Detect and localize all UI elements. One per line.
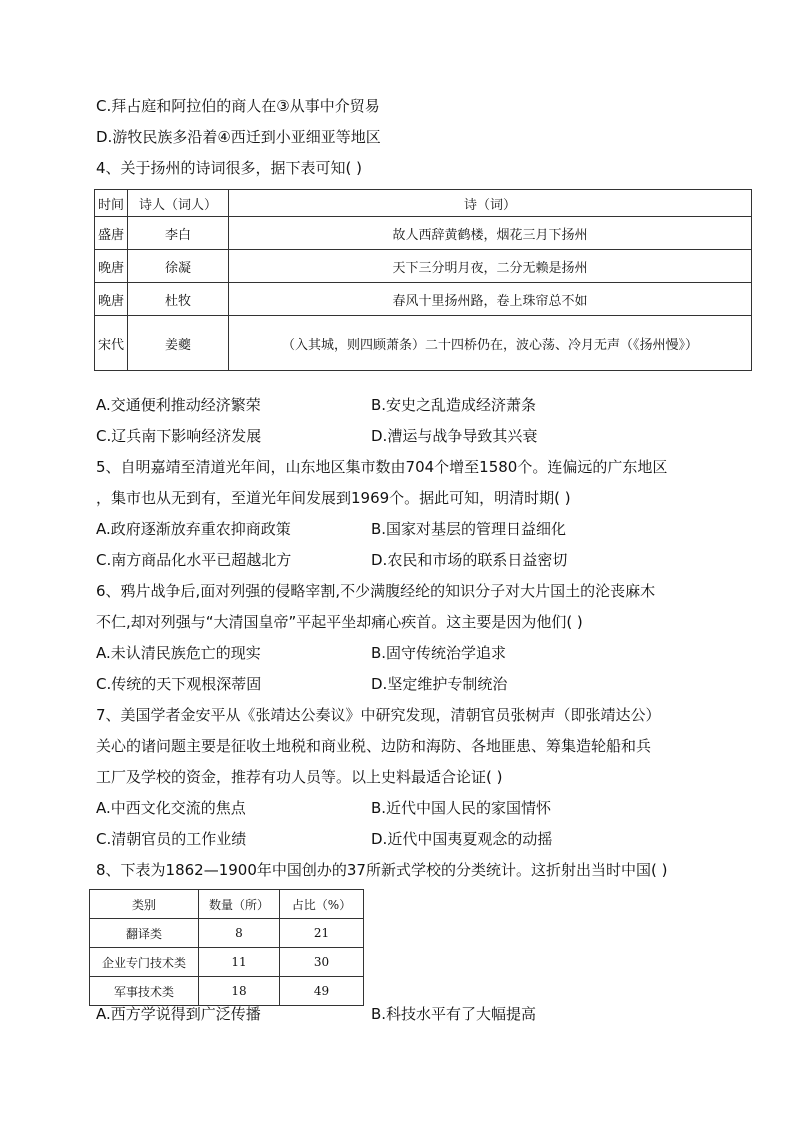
q5-option-b: B.国家对基层的管理日益细化: [371, 520, 567, 538]
q3-option-d: D.游牧民族多沿着④西迁到小亚细亚等地区: [96, 128, 381, 146]
table-row: [90, 948, 364, 977]
table-cell: 8: [199, 919, 280, 948]
school-table: [89, 889, 364, 1006]
table-header-row: [95, 190, 752, 217]
table-cell: （入其城，则四顾萧条）二十四桥仍在，波心荡、冷月无声（《扬州慢》）: [229, 316, 752, 371]
table-cell: 李白: [128, 217, 229, 250]
table-cell: 盛唐: [95, 217, 128, 250]
q7-stem-line-1: 7、美国学者金安平从《张靖达公奏议》中研究发现，清朝官员张树声（即张靖达公）: [96, 706, 661, 724]
q4-option-b: B.安史之乱造成经济萧条: [371, 396, 537, 414]
table-cell: 21: [280, 919, 364, 948]
q4-option-c: C.辽兵南下影响经济发展: [96, 427, 262, 445]
table-cell: 杜牧: [128, 283, 229, 316]
table-row: [90, 977, 364, 1006]
table-header-row: [90, 890, 364, 919]
header-cell: 占比（%）: [280, 890, 364, 919]
table-row: [95, 250, 752, 283]
table-row: [95, 283, 752, 316]
table-cell: 18: [199, 977, 280, 1006]
header-cell: 诗（词）: [229, 190, 752, 217]
q7-stem-line-2: 关心的诸问题主要是征收土地税和商业税、边防和海防、各地匪患、筹集造轮船和兵: [96, 737, 652, 755]
q4-option-a: A.交通便利推动经济繁荣: [96, 396, 261, 414]
table-cell: 徐凝: [128, 250, 229, 283]
table-cell: 春风十里扬州路，卷上珠帘总不如: [229, 283, 752, 316]
q8-option-a: A.西方学说得到广泛传播: [96, 1005, 261, 1023]
q7-option-a: A.中西文化交流的焦点: [96, 799, 246, 817]
q6-option-d: D.坚定维护专制统治: [371, 675, 508, 693]
table-cell: 天下三分明月夜，二分无赖是扬州: [229, 250, 752, 283]
header-cell: 数量（所）: [199, 890, 280, 919]
q7-option-d: D.近代中国夷夏观念的动摇: [371, 830, 553, 848]
q3-option-c: C.拜占庭和阿拉伯的商人在③从事中介贸易: [96, 97, 380, 115]
table-cell: 晚唐: [95, 283, 128, 316]
header-cell: 诗人（词人）: [128, 190, 229, 217]
table-cell: 晚唐: [95, 250, 128, 283]
q5-stem-line-2: ，集市也从无到有，至道光年间发展到1969个。据此可知，明清时期( ): [96, 489, 571, 507]
q7-stem-line-3: 工厂及学校的资金，推荐有功人员等。以上史料最适合论证( ): [96, 768, 503, 786]
q5-option-d: D.农民和市场的联系日益密切: [371, 551, 568, 569]
table-cell: 11: [199, 948, 280, 977]
table-row: [90, 919, 364, 948]
table-cell: 姜夔: [128, 316, 229, 371]
q5-option-a: A.政府逐渐放弃重农抑商政策: [96, 520, 291, 538]
table-row: [95, 217, 752, 250]
header-cell: 类别: [90, 890, 199, 919]
q6-stem-line-1: 6、鸦片战争后,面对列强的侵略宰割,不少满腹经纶的知识分子对大片国土的沦丧麻木: [96, 582, 656, 600]
table-cell: 故人西辞黄鹤楼，烟花三月下扬州: [229, 217, 752, 250]
table-cell: 军事技术类: [90, 977, 199, 1006]
table-cell: 49: [280, 977, 364, 1006]
table-cell: 企业专门技术类: [90, 948, 199, 977]
q5-option-c: C.南方商品化水平已超越北方: [96, 551, 292, 569]
q8-option-b: B.科技水平有了大幅提高: [371, 1005, 537, 1023]
table-row: [95, 316, 752, 371]
table-cell: 宋代: [95, 316, 128, 371]
q6-option-c: C.传统的天下观根深蒂固: [96, 675, 262, 693]
q7-option-b: B.近代中国人民的家国情怀: [371, 799, 552, 817]
q6-option-a: A.未认清民族危亡的现实: [96, 644, 261, 662]
poem-table: [94, 189, 752, 371]
table-cell: 翻译类: [90, 919, 199, 948]
q6-stem-line-2: 不仁,却对列强与“大清国皇帝”平起平坐却痛心疾首。这主要是因为他们( ): [96, 613, 583, 631]
q4-option-d: D.漕运与战争导致其兴衰: [371, 427, 538, 445]
table-cell: 30: [280, 948, 364, 977]
q8-stem: 8、下表为1862—1900年中国创办的37所新式学校的分类统计。这折射出当时中国( ): [96, 861, 668, 879]
q5-stem-line-1: 5、自明嘉靖至清道光年间，山东地区集市数由704个增至1580个。连偏远的广东地区: [96, 458, 668, 476]
q7-option-c: C.清朝官员的工作业绩: [96, 830, 247, 848]
q6-option-b: B.固守传统治学追求: [371, 644, 507, 662]
q4-stem: 4、关于扬州的诗词很多，据下表可知( ): [96, 159, 363, 177]
header-cell: 时间: [95, 190, 128, 217]
